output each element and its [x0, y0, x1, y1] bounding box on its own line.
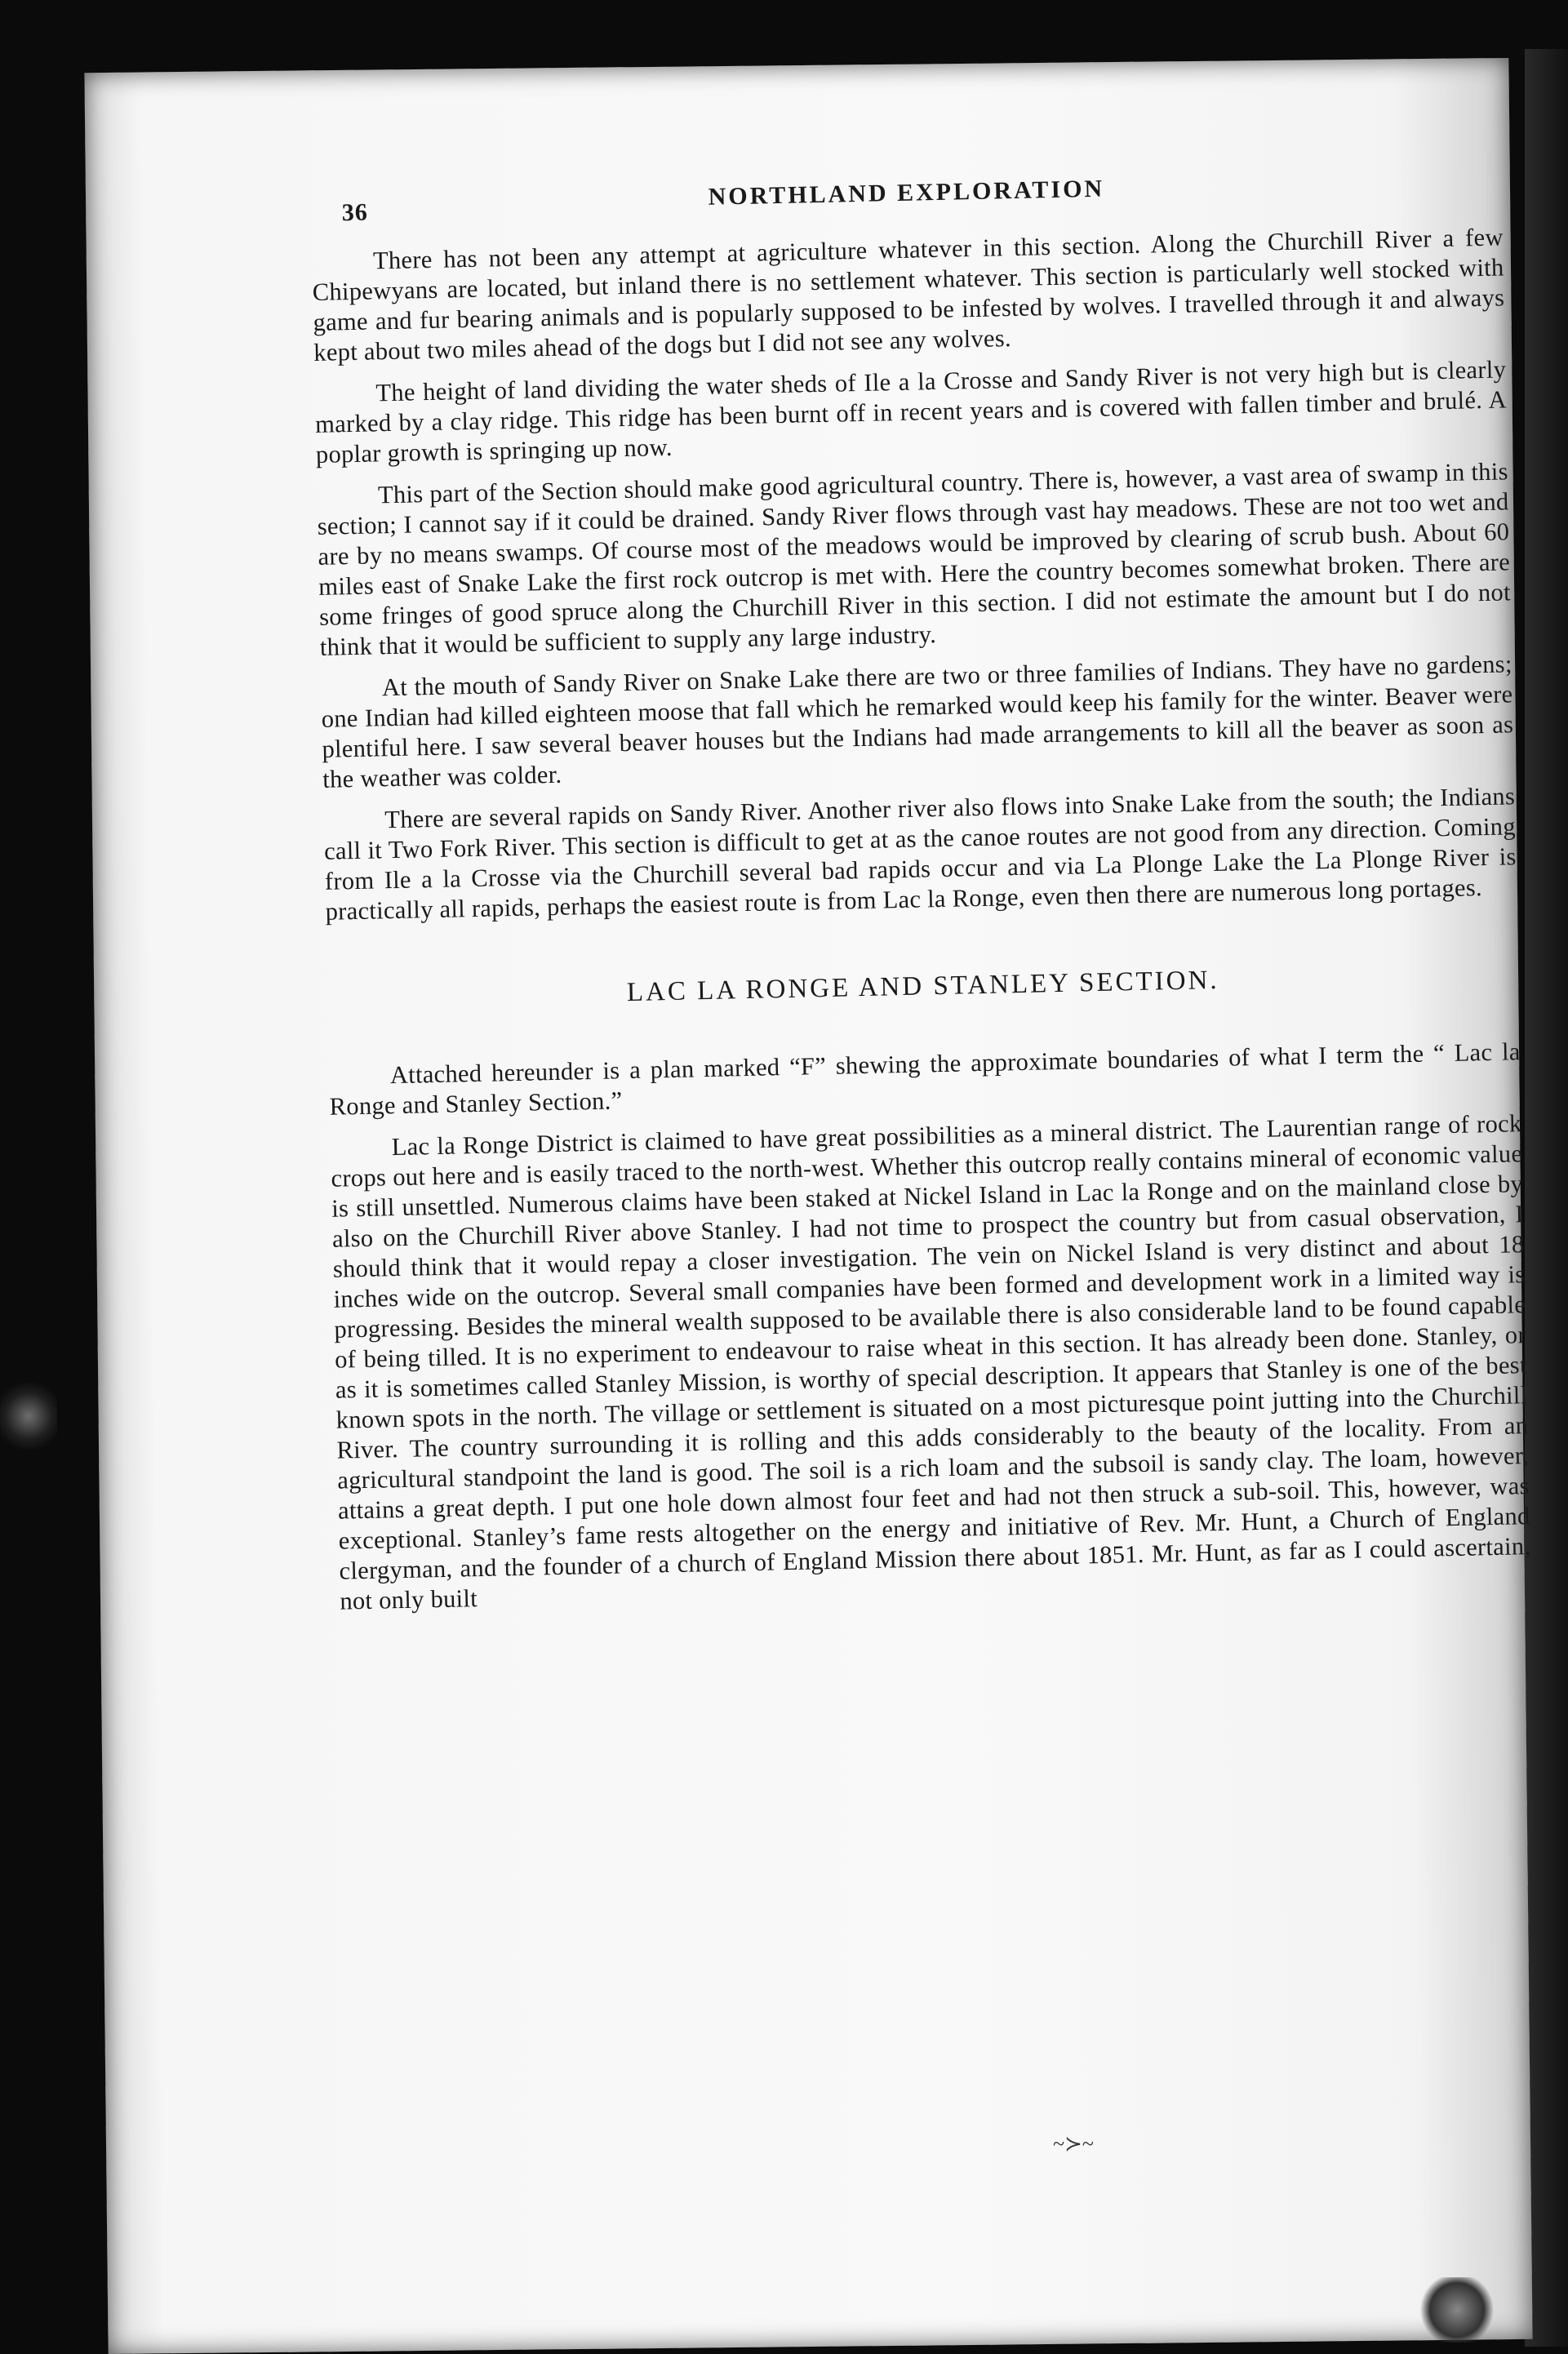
scan-smudge [0, 1379, 57, 1453]
page-number: 36 [341, 198, 369, 227]
paragraph-lac-la-ronge-district: Lac la Ronge District is claimed to have great possibilities as a mineral district. The Laurentian range of rock crops out here and is easily traced to the north-west. Whether this outcrop really contains mineral of economic value is still unsettled. Numerous claims have been staked at Nickel Island in Lac la Ronge and on the mainland close by also on the Churchill River above Stanley. I had not time to prospect the country but from casual observation, I should think that it would repay a closer investigation. The vein on Nickel Island is very distinct and about 18 inches wide on the outcrop. Several small companies have been formed and development work in a limited way is progressing. Besides the mineral wealth supposed to be available there is also considerable land to be found capable of being tilled. It is no experiment to endeavour to raise wheat in this section. It has already been done. Stanley, or as it is sometimes called Stanley Mission, is worthy of special description. It appears that Stanley is one of the best known spots in the north. The village or settlement is situated on a most picturesque point jutting into the Churchill River. The country surrounding it is rolling and this adds considerably to the beauty of the locality. From an agricultural standpoint the land is good. The soil is a rich loam and the subsoil is sandy clay. The loam, however, attains a great depth. I put one hole down almost four feet and had not then struck a sub-soil. This, however, was exceptional. Stanley’s fame rests altogether on the energy and initiative of Rev. Mr. Hunt, a Church of England clergyman, and the founder of a church of England Mission there about 1851. Mr. Hunt, as far as I could ascertain, not only built [331, 1109, 1531, 1615]
bottom-ornament: ~≻~ [1053, 2132, 1094, 2156]
paragraph-rapids: There are several rapids on Sandy River. Another river also flows into Snake Lake from the south; the Indians call it Two Fork River. This section is difficult to get at as the canoe routes are not good from any direction. Coming from Ile a la Crosse via the Churchill several bad rapids occur and via La Plonge Lake the La Plonge River is practically all rapids, perhaps the easiest route is from Lac la Ronge, even then there are numerous long portages. [323, 782, 1517, 926]
paragraph-plan-f: Attached hereunder is a plan marked “F” shewing the approximate boundaries of what I term the “ Lac la Ronge and Stanley Section.” [329, 1037, 1521, 1121]
paragraph-height-of-land: The height of land dividing the water sheds of Ile a la Crosse and Sandy River is not very high but is clearly marked by a clay ridge. This ridge has been burnt off in recent years and is covered with fallen timber and brulé. A poplar growth is springing up now. [314, 355, 1508, 469]
scanner-edge [1525, 49, 1568, 2347]
paragraph-agricultural-country: This part of the Section should make good agricultural country. There is, however, a vast area of swamp in this section; I cannot say if it could be drained. Sandy River flows through vast hay meadows. These are not too wet and are by no means swamps. Of course most of the meadows would be improved by clearing of scrub bush. About 60 miles east of Snake Lake the first rock outcrop is met with. Here the country becomes somewhat broken. There are some fringes of good spruce along the Churchill River in this section. I did not estimate the amount but I do not think that it would be sufficient to supply any large industry. [317, 457, 1512, 661]
page-content [310, 158, 1532, 1628]
paragraph-sandy-river-mouth: At the mouth of Sandy River on Snake Lake there are two or three families of Indians. They have no gardens; one Indian had killed eighteen moose that fall which he remarked would keep his family for the winter. Beaver were plentiful here. I saw several beaver houses but the Indians had made arrangements to kill all the beaver as soon as the weather was colder. [321, 650, 1514, 793]
section-heading: LAC LA RONGE AND STANLEY SECTION. [626, 965, 1219, 1008]
paragraph-agriculture: There has not been any attempt at agriculture whatever in this section. Along the Churchill River a few Chipewyans are located, but inland there is no settlement whatever. This section is particularly well stocked with game and fur bearing animals and is popularly supposed to be infested by wolves. I travelled through it and always kept about two miles ahead of the dogs but I did not see any wolves. [312, 223, 1505, 366]
running-title: NORTHLAND EXPLORATION [708, 175, 1105, 211]
corner-smudge [1420, 2277, 1494, 2343]
